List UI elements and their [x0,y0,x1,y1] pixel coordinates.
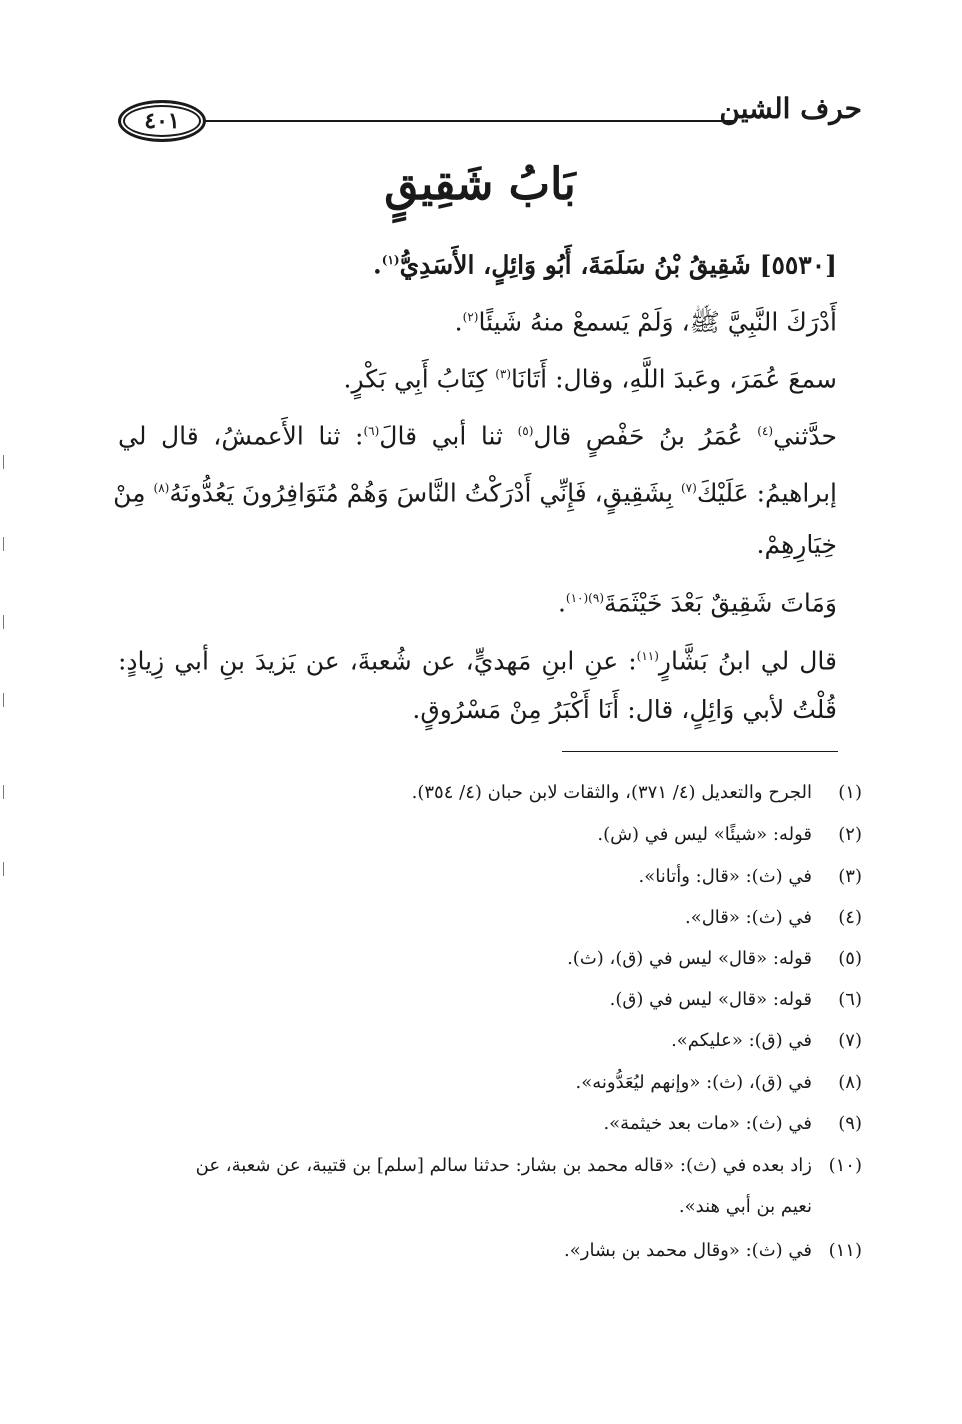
text-segment: قال لي ابنُ بَشَّارٍ [658,646,837,676]
footnote-item [118,903,862,933]
text-segment: : عنِ ابنِ مَهديٍّ، عن شُعبةَ، عن يَزيدَ بنِ أبي زِيادٍ: [118,646,637,676]
footnote-item [118,862,862,892]
entry-name: شَقِيقُ بْنُ سَلَمَةَ، أَبُو وَائِلٍ، الأَسَدِيُّ [399,250,751,280]
footnote-ref: (٩)(١٠) [565,591,605,605]
punctuation: . [557,588,566,618]
entry-number: [٥٥٣٠] [759,250,837,280]
scan-mark [3,785,4,799]
chapter-title: بَابُ شَقِيقٍ [384,159,576,210]
text-segment: حدَّثني [773,421,837,451]
footnote-number: (٧) [838,1030,862,1051]
footnote-number: (٣) [838,866,862,887]
footnote-text: في (ق)، (ث): «وإنهم ليُعَدُّونه». [575,1072,812,1093]
text-segment: : ثنا الأَعمشُ، قال لي [118,421,364,451]
footnote-separator [562,751,838,752]
scan-mark [3,615,4,629]
text-segment: وَمَاتَ شَقِيقٌ بَعْدَ خَيْثَمَةَ [604,588,837,618]
footnote-number: (٩) [838,1113,862,1134]
footnote-number: (١١) [828,1240,862,1261]
footnote-text: قوله: «قال» ليس في (ق). [609,989,812,1010]
text-segment: ثنا أبي قالَ [379,421,504,451]
text-line [118,354,837,399]
footnote-ref: (١١) [636,649,659,663]
footnote-text: في (ث): «قال». [684,907,812,928]
footnote-text: في (ث): «وقال محمد بن بشار». [564,1240,812,1261]
footnote-number: (١٠) [828,1155,862,1176]
text-segment: إبراهيمُ: عَلَيْكَ [696,478,837,508]
footnote-item [118,1151,862,1181]
footnote-item [118,1236,862,1266]
footnote-ref: (٢) [462,310,479,324]
page-number-badge [118,100,206,142]
text-line [118,411,837,456]
footnote-text: في (ث): «قال: وأتانا». [638,866,812,887]
page-number: ٤٠١ [144,108,180,134]
footnote-item [118,820,862,850]
footnote-item [118,985,862,1015]
footnote-ref: (٨) [153,481,170,495]
text-line [118,636,837,681]
footnote-number: (٤) [838,907,862,928]
footnote-number: (٢) [838,824,862,845]
punctuation: . [454,307,463,337]
text-line: خِيَارِهِمْ. [756,530,837,559]
scan-mark [3,693,4,707]
text-segment: بِشَقِيقٍ، فَإِنِّي أَدْرَكْتُ النَّاسَ وَهُمْ مُتَوَافِرُونَ يَعُدُّونَهُ [169,478,674,508]
footnote-ref: (٥) [517,424,534,438]
running-header-title: حرف الشين [719,92,862,125]
text-segment: سمعَ عُمَرَ، وعَبدَ اللَّهِ، وقال: أَتَانَا [511,364,837,394]
footnote-text: قوله: «قال» ليس في (ق)، (ث). [567,948,812,969]
footnote-number: (٥) [838,948,862,969]
footnote-text: في (ق): «عليكم». [671,1030,812,1051]
footnote-ref: (١) [381,253,400,267]
footnote-item [118,1192,862,1222]
text-segment: كِتَابُ أَبِي بَكْرٍ. [343,364,488,394]
text-line: قُلْتُ لأبي وَائِلٍ، قال: أَنَا أَكْبَرُ مِنْ مَسْرُوقٍ. [412,695,837,724]
text-segment: عُمَرُ بنُ حَفْصٍ قال [533,421,743,451]
header-rule [205,120,735,122]
text-line [113,468,837,513]
footnote-number: (٦) [838,989,862,1010]
footnote-text: نعيم بن أبي هند». [678,1196,812,1217]
text-segment: مِنْ [113,478,146,508]
text-segment: أَدْرَكَ النَّبِيَّ ﷺ، وَلَمْ يَسمعْ منهُ شَيئًا [478,307,837,337]
footnote-text: قوله: «شيئًا» ليس في (ش). [597,824,812,845]
footnote-ref: (٧) [680,481,697,495]
text-line [118,578,837,623]
footnote-ref: (٣) [495,367,512,381]
scan-mark [3,455,4,469]
footnote-number: (١) [838,782,862,803]
footnote-ref: (٦) [363,424,380,438]
footnote-ref: (٤) [757,424,774,438]
footnote-item [118,1068,862,1098]
entry-heading [118,240,837,285]
footnote-text: في (ث): «مات بعد خيثمة». [603,1113,812,1134]
scan-mark [3,537,4,551]
punctuation: . [373,250,382,280]
footnote-item [118,1109,862,1139]
text-line [118,297,837,342]
footnote-text: الجرح والتعديل (٤/ ٣٧١)، والثقات لابن حبان (٤/ ٣٥٤). [411,782,812,803]
footnote-item [118,1026,862,1056]
footnote-item [118,778,862,808]
footnote-number: (٨) [838,1072,862,1093]
footnote-item [118,944,862,974]
footnote-text: زاد بعده في (ث): «قاله محمد بن بشار: حدثنا سالم [سلم] بن قتيبة، عن شعبة، عن [195,1155,812,1176]
scan-mark [3,862,4,876]
